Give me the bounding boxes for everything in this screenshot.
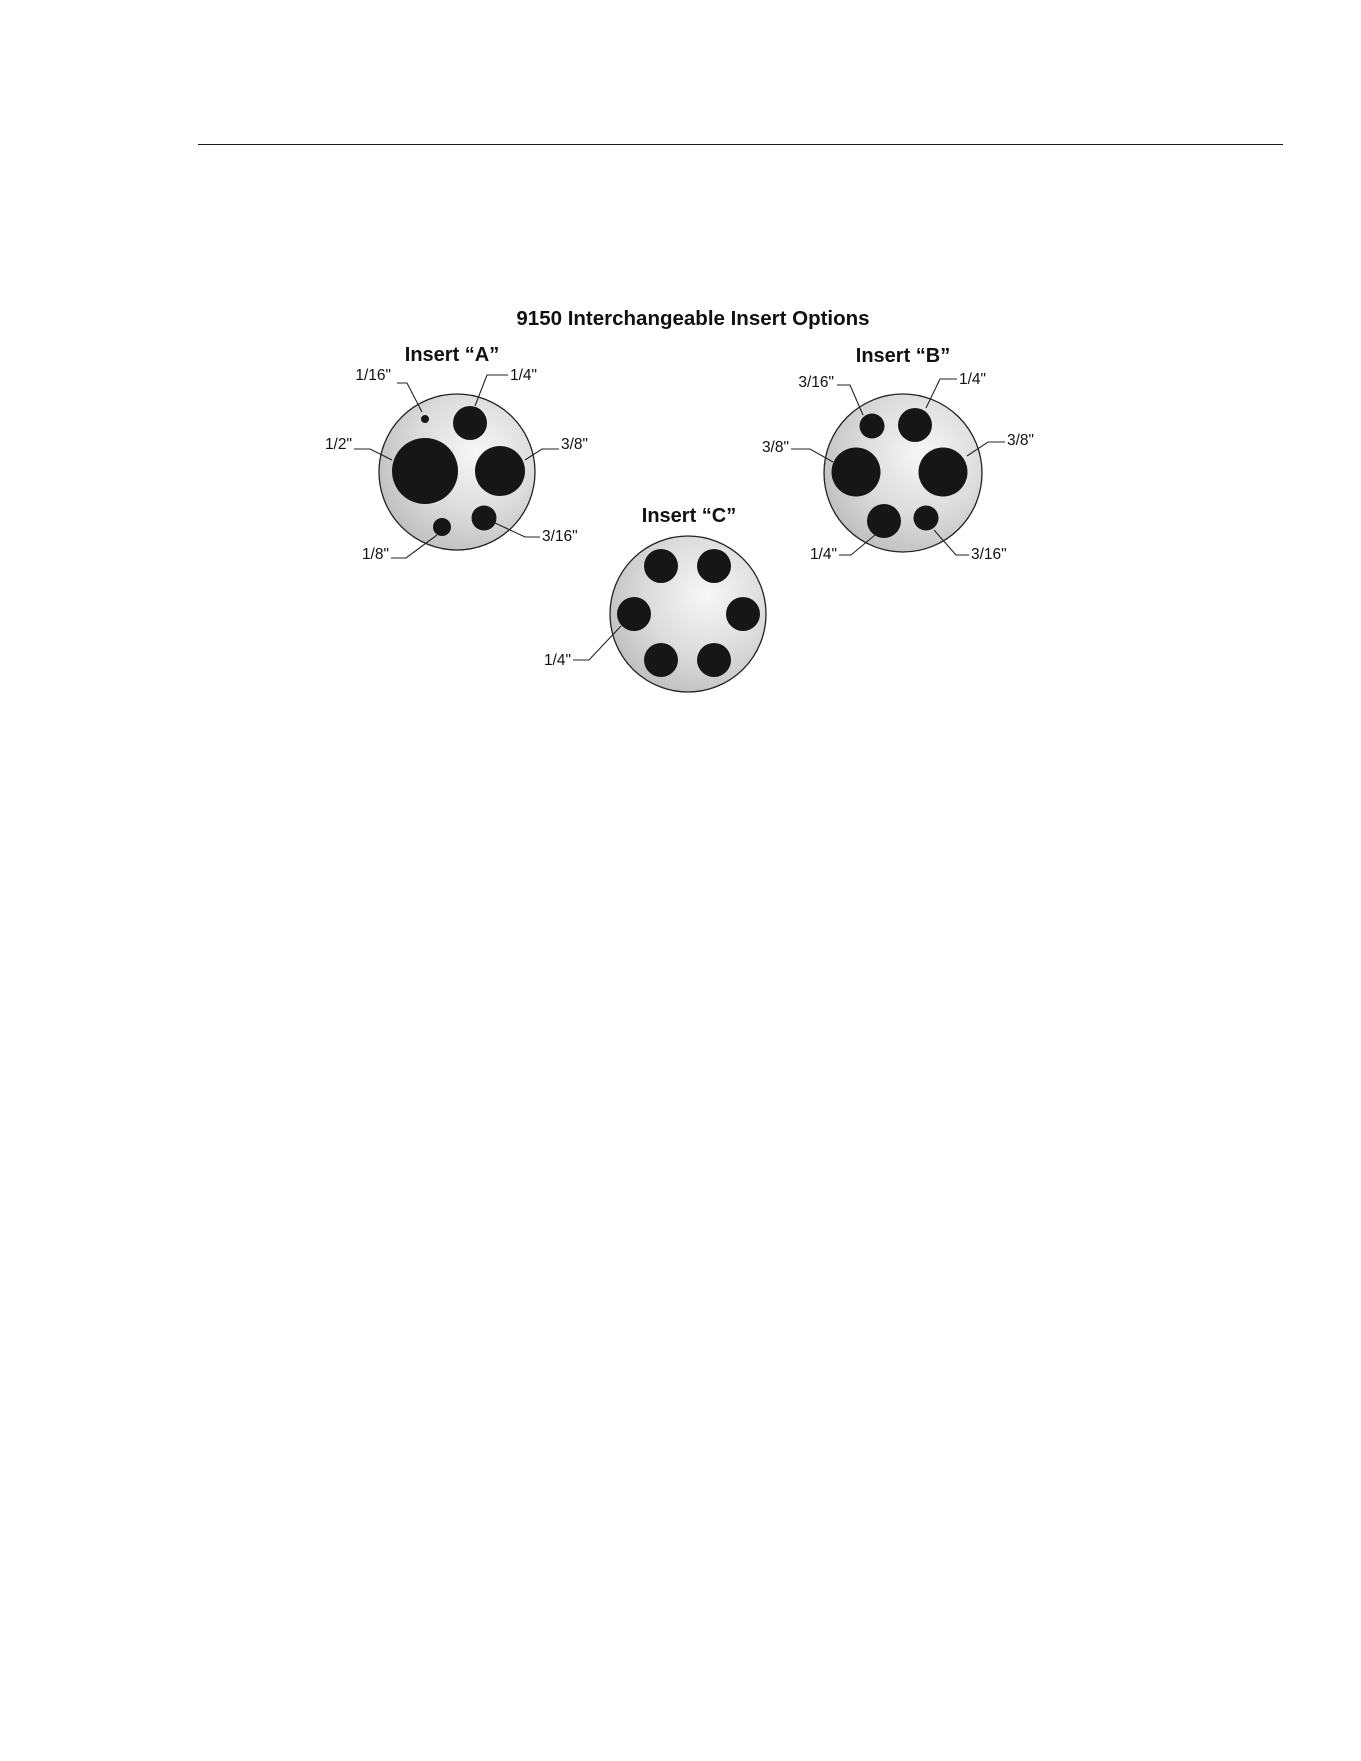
insert-b-label-3-16-bottom: 3/16" xyxy=(971,546,1007,563)
insert-c-title: Insert “C” xyxy=(641,505,737,527)
insert-b-hole-3-16-bottom xyxy=(914,506,939,531)
insert-b-label-3-8-left: 3/8" xyxy=(761,439,789,456)
insert-b-title: Insert “B” xyxy=(855,345,951,367)
insert-c-hole-6 xyxy=(617,597,651,631)
insert-c-hole-3 xyxy=(726,597,760,631)
insert-b-hole-1-4-bottom xyxy=(867,504,901,538)
insert-a-label-3-16: 3/16" xyxy=(542,528,578,545)
insert-a-title: Insert “A” xyxy=(404,344,500,366)
figure-title: 9150 Interchangeable Insert Options xyxy=(516,307,870,330)
insert-a-label-1-4: 1/4" xyxy=(510,367,538,384)
insert-a-hole-3-16-in xyxy=(472,506,497,531)
insert-a-hole-1-8-in xyxy=(433,518,451,536)
insert-b xyxy=(762,345,1034,563)
insert-b-hole-1-4-top xyxy=(898,408,932,442)
insert-b-label-3-8-right: 3/8" xyxy=(1007,432,1035,449)
insert-a-label-3-8: 3/8" xyxy=(561,436,589,453)
insert-c-hole-2 xyxy=(697,549,731,583)
insert-c-label-1-4: 1/4" xyxy=(543,652,571,669)
insert-a-hole-3-8-in xyxy=(475,446,525,496)
insert-b-label-1-4-top: 1/4" xyxy=(959,371,987,388)
insert-a-hole-1-2 xyxy=(392,438,458,504)
insert-b-label-1-4-bottom: 1/4" xyxy=(809,546,837,563)
insert-a-label-1-16: 1/16" xyxy=(355,367,391,384)
insert-a-label-1-8: 1/8" xyxy=(361,546,389,563)
insert-a xyxy=(325,344,588,563)
insert-a-hole-1-16-in xyxy=(421,415,429,423)
insert-b-hole-3-16-top xyxy=(860,414,885,439)
insert-c-hole-1 xyxy=(644,549,678,583)
insert-b-label-3-16-top: 3/16" xyxy=(798,374,834,391)
insert-b-hole-3-8-left xyxy=(832,448,881,497)
insert-a-label-1-2: 1/2" xyxy=(324,436,352,453)
insert-b-hole-3-8-right xyxy=(919,448,968,497)
insert-c-hole-4 xyxy=(697,643,731,677)
insert-a-hole-1-4-in xyxy=(453,406,487,440)
insert-c-hole-5 xyxy=(644,643,678,677)
